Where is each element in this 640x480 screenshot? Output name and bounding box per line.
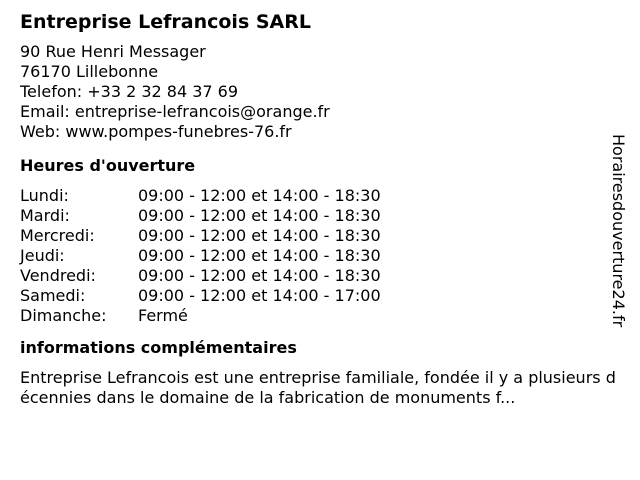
hours-row-monday: [20, 186, 610, 206]
street-address: 90 Rue Henri Messager: [20, 42, 206, 61]
day-label: Lundi:: [20, 186, 69, 205]
time-value: 09:00 - 12:00 et 14:00 - 18:30: [138, 226, 381, 245]
day-label: Dimanche:: [20, 306, 107, 325]
day-label: Jeudi:: [20, 246, 65, 265]
opening-hours-table: [20, 186, 610, 326]
email-address: Email: entreprise-lefrancois@orange.fr: [20, 102, 330, 121]
postal-city: 76170 Lillebonne: [20, 62, 159, 81]
day-label: Vendredi:: [20, 266, 96, 285]
day-label: Mardi:: [20, 206, 70, 225]
hours-row-saturday: [20, 286, 610, 306]
time-value: 09:00 - 12:00 et 14:00 - 18:30: [138, 266, 381, 285]
website: Web: www.pompes-funebres-76.fr: [20, 122, 292, 141]
hours-row-wednesday: [20, 226, 610, 246]
additional-info-heading: informations complémentaires: [20, 338, 297, 357]
contact-details: [20, 42, 610, 142]
business-card: [20, 10, 616, 408]
hours-row-sunday: [20, 306, 610, 326]
day-label: Samedi:: [20, 286, 86, 305]
phone-number: Telefon: +33 2 32 84 37 69: [20, 82, 239, 101]
time-value: 09:00 - 12:00 et 14:00 - 17:00: [138, 286, 381, 305]
time-value: Fermé: [138, 306, 188, 325]
hours-row-tuesday: [20, 206, 610, 226]
hours-row-friday: [20, 266, 610, 286]
time-value: 09:00 - 12:00 et 14:00 - 18:30: [138, 186, 381, 205]
time-value: 09:00 - 12:00 et 14:00 - 18:30: [138, 246, 381, 265]
opening-hours-heading: Heures d'ouverture: [20, 156, 196, 175]
watermark-text: Horairesdouverture24.fr: [609, 134, 628, 328]
time-value: 09:00 - 12:00 et 14:00 - 18:30: [138, 206, 381, 225]
additional-info-text: Entreprise Lefrancois est une entreprise familiale, fondée il y a plusieurs décennies dans le domaine de la fabrication de monuments f...: [20, 368, 616, 407]
business-name: Entreprise Lefrancois SARL: [20, 11, 311, 33]
hours-row-thursday: [20, 246, 610, 266]
day-label: Mercredi:: [20, 226, 95, 245]
